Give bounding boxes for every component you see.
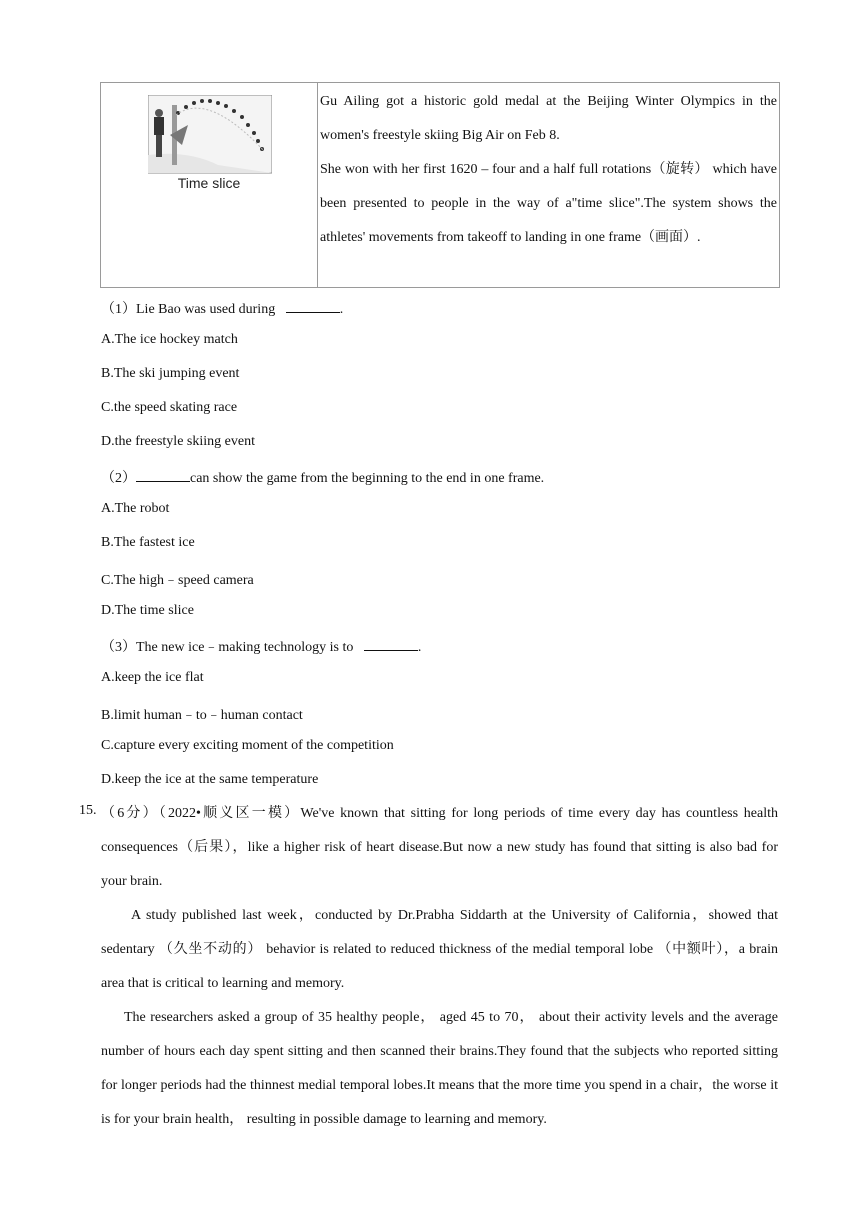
option-2a: A.The robot	[101, 501, 170, 516]
passage-paragraph-2: She won with her first 1620 – four and a half full rotations（旋转） which have been presented to people in the way of a"time slice".The system shows the athletes' movements from takeoff to landing in one frame（画面）.	[320, 162, 777, 245]
option-1a: A.The ice hockey match	[101, 332, 238, 347]
option-2d: D.The time slice	[101, 603, 194, 618]
image-caption: Time slice	[177, 175, 241, 191]
question-1-stem: （1）Lie Bao was used during .	[101, 298, 343, 318]
option-3c: C.capture every exciting moment of the competition	[101, 738, 394, 753]
option-3b: B.limit human﹣to﹣human contact	[101, 708, 303, 723]
option-1b: B.The ski jumping event	[101, 366, 240, 381]
question-3-stem: （3）The new ice﹣making technology is to .	[101, 636, 421, 656]
answer-blank	[286, 298, 340, 313]
option-1c: C.the speed skating race	[101, 400, 238, 415]
option-2b: B.The fastest ice	[101, 535, 195, 550]
question-2-stem: （2） can show the game from the beginning to the end in one frame.	[101, 467, 544, 487]
question-15-passage	[101, 797, 778, 1137]
option-3d: D.keep the ice at the same temperature	[101, 772, 319, 787]
q15-lead-paragraph: （6分）（2022•顺义区一模）We've known that sitting for long periods of time every day has countless health consequences（后果），like a higher risk of heart disease.But now a new study has found that sitting is also bad for your brain.	[101, 806, 778, 889]
passage-text-cell	[318, 83, 779, 287]
option-3a: A.keep the ice flat	[101, 670, 204, 685]
option-2c: C.The high﹣speed camera	[101, 573, 254, 588]
q15-paragraph-2: A study published last week，conducted by Dr.Prabha Siddarth at the University of California，showed that sedentary （久坐不动的） behavior is related to reduced thickness of the medial temporal lobe （中额叶），a brain area that is critical to learning and memory.	[101, 908, 778, 991]
passage-paragraph-1: Gu Ailing got a historic gold medal at the Beijing Winter Olympics in the women's freestyle skiing Big Air on Feb 8.	[320, 94, 777, 143]
answer-blank	[364, 636, 418, 651]
time-slice-image	[148, 95, 272, 185]
question-15-number: 15.	[79, 803, 97, 818]
answer-blank	[136, 467, 190, 482]
passage-table	[100, 82, 780, 288]
option-1d: D.the freestyle skiing event	[101, 434, 255, 449]
q15-paragraph-3: The researchers asked a group of 35 healthy people， aged 45 to 70， about their activity levels and the average number of hours each day spent sitting and then scanned their brains.They found that the subjects who reported sitting for longer periods had the thinnest medial temporal lobes.It means that the more time you spend in a chair，the worse it is for your brain health， resulting in possible damage to learning and memory.	[101, 1010, 778, 1127]
image-cell	[101, 83, 318, 287]
